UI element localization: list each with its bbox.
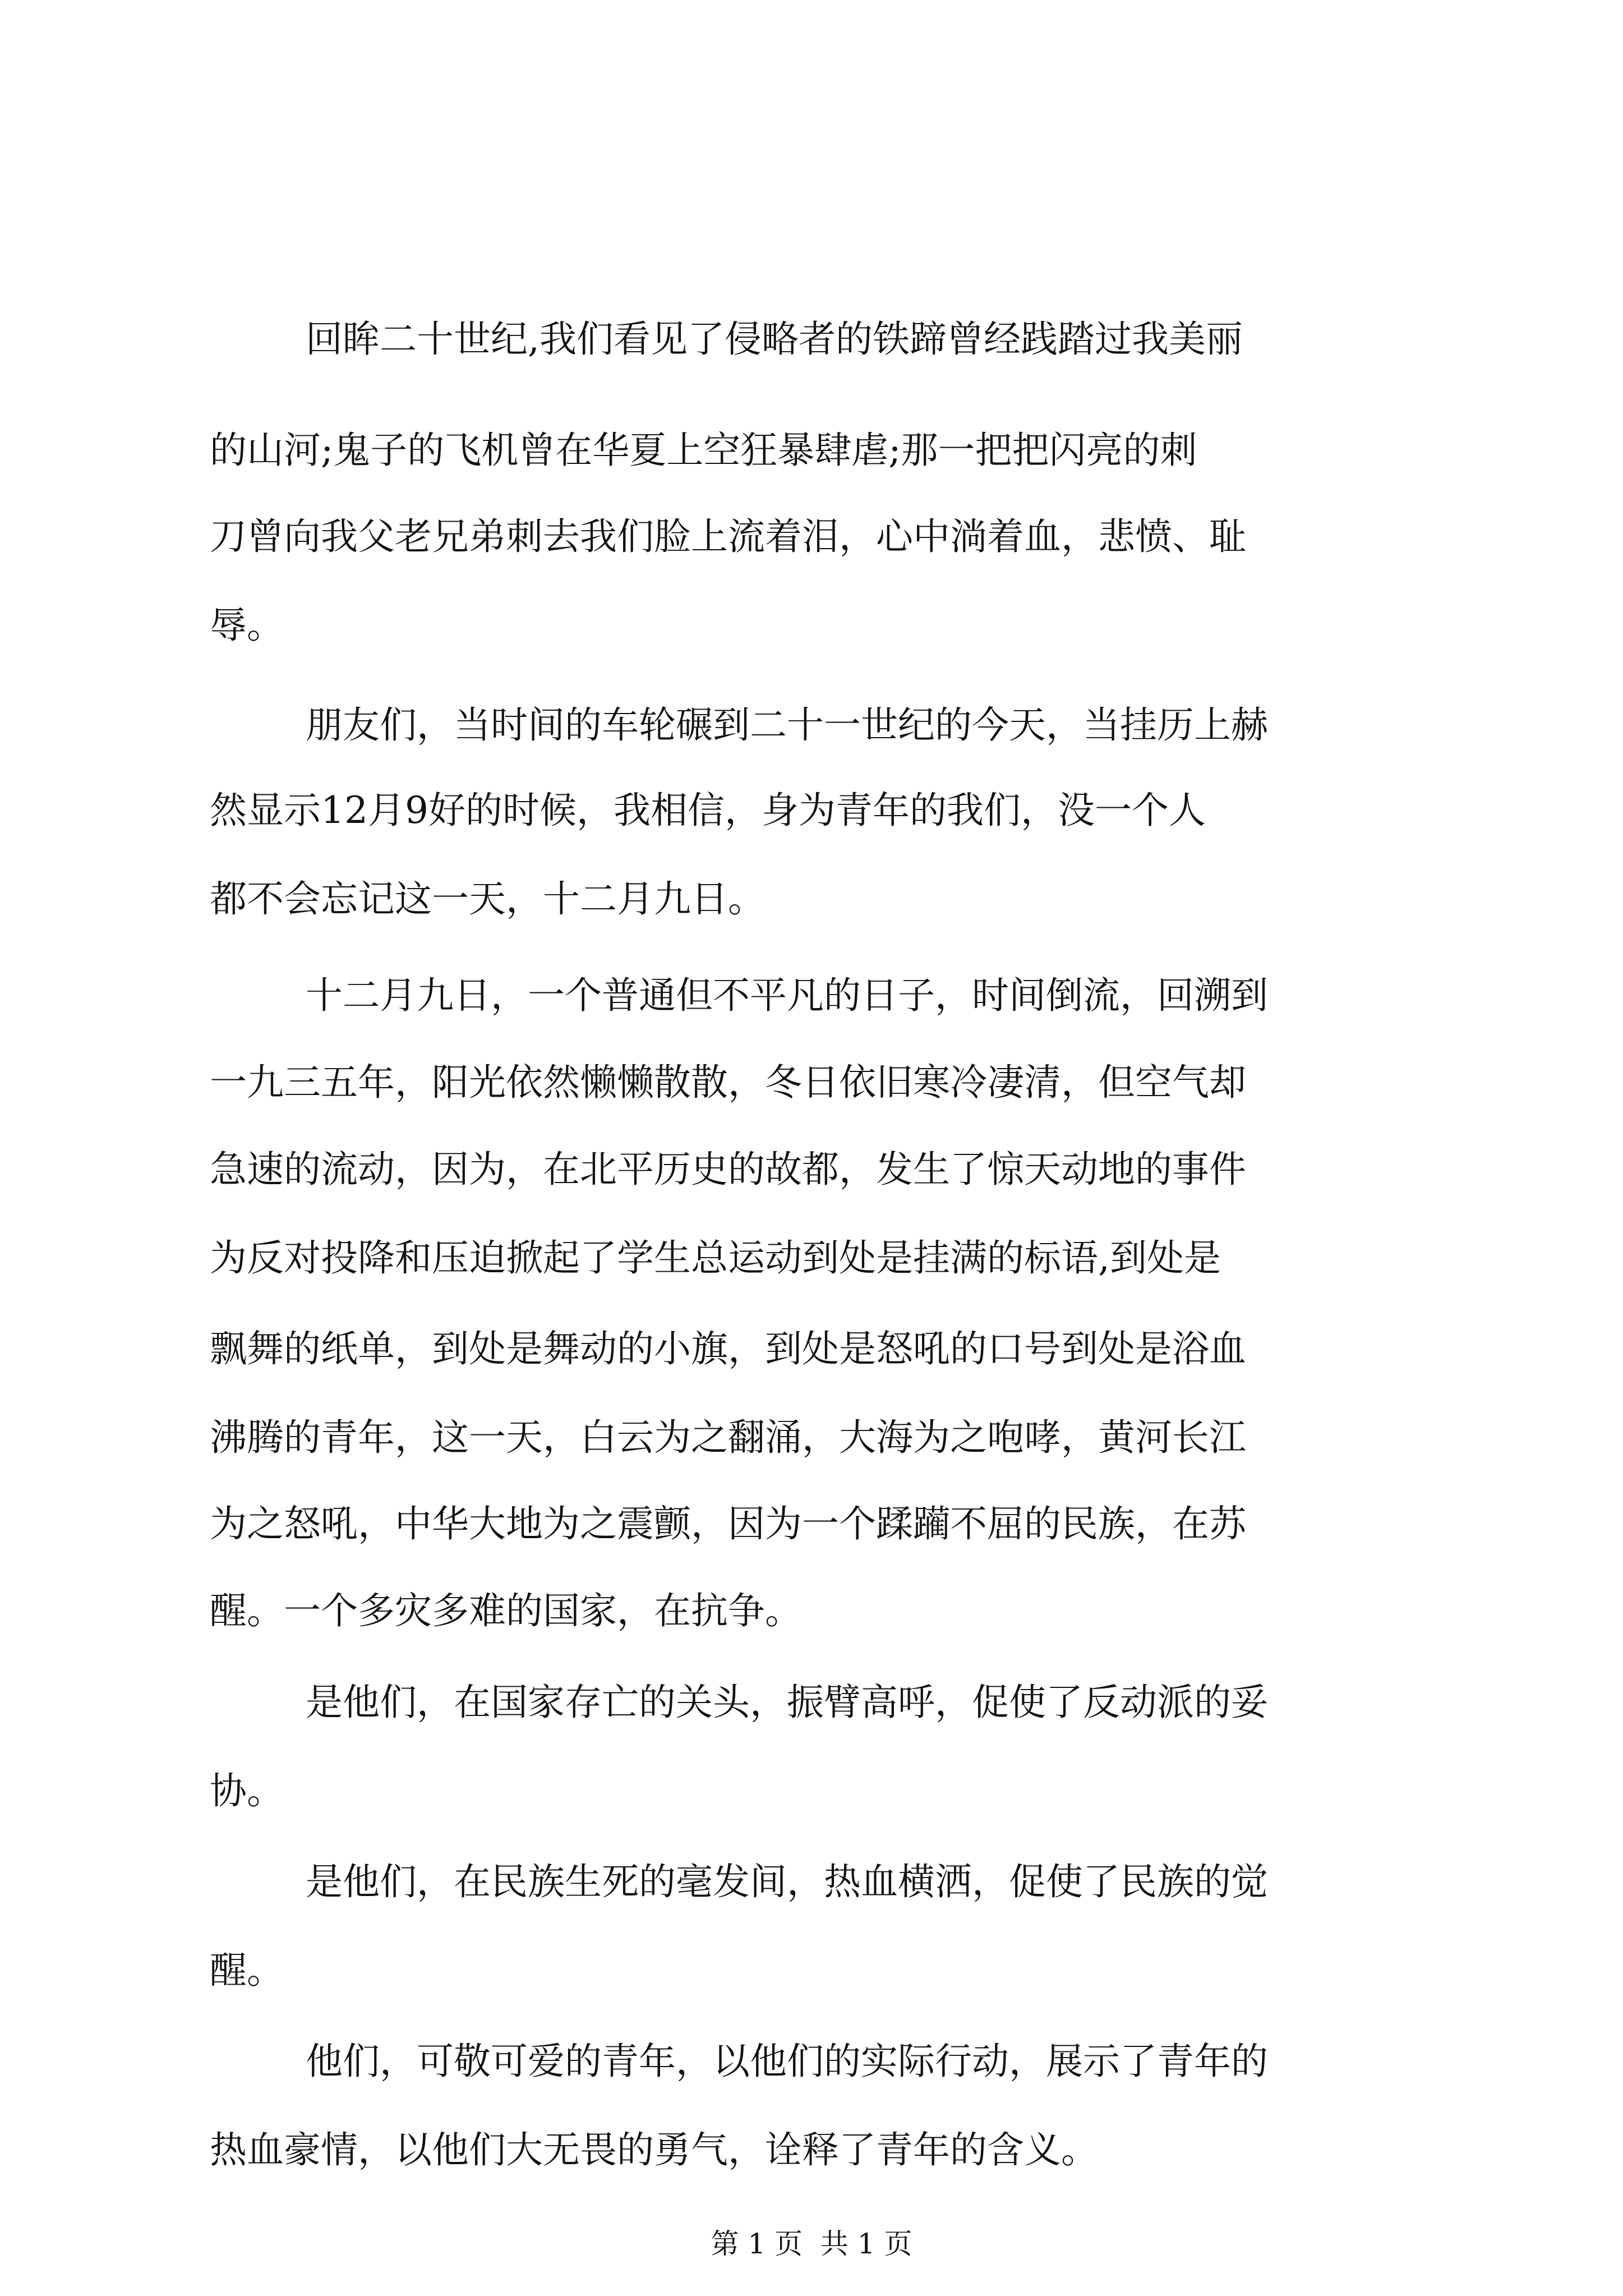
text-line: 然显示12月9好的时候，我相信，身为青年的我们，没一个人 [210,789,1206,832]
text-line: 朋友们，当时间的车轮碾到二十一世纪的今天，当挂历上赫 [306,703,1268,747]
text-line: 协。 [210,1769,284,1812]
page-footer: 第 1 页 共 1 页 [711,2228,912,2260]
text-line: 沸腾的青年，这一天，白云为之翻涌，大海为之咆哮，黄河长江 [210,1416,1246,1459]
text-line: 飘舞的纸单，到处是舞动的小旗，到处是怒吼的口号到处是浴血 [210,1327,1246,1370]
text-line: 热血豪情，以他们大无畏的勇气，诠释了青年的含义。 [210,2128,1098,2171]
text-line: 辱。 [210,604,284,647]
text-line: 醒。一个多灾多难的国家，在抗争。 [210,1589,802,1632]
text-line: 是他们，在国家存亡的关头，振臂高呼，促使了反动派的妥 [306,1681,1268,1724]
text-line: 醒。 [210,1949,284,1992]
text-line: 一九三五年，阳光依然懒懒散散，冬日依旧寒冷凄清，但空气却 [210,1061,1246,1104]
text-line: 回眸二十世纪,我们看见了侵略者的铁蹄曾经践踏过我美丽 [306,318,1243,361]
text-line: 为之怒吼，中华大地为之震颤，因为一个蹂躏不屈的民族，在苏 [210,1502,1246,1545]
text-line: 刀曾向我父老兄弟刺去我们脸上流着泪，心中淌着血，悲愤、耻 [210,515,1246,558]
text-line: 他们，可敬可爱的青年，以他们的实际行动，展示了青年的 [306,2040,1268,2083]
text-line: 十二月九日，一个普通但不平凡的日子，时间倒流，回溯到 [306,974,1268,1017]
text-line: 的山河;鬼子的飞机曾在华夏上空狂暴肆虐;那一把把闪亮的刺 [210,429,1197,472]
text-line: 都不会忘记这一天，十二月九日。 [210,877,765,921]
text-line: 是他们，在民族生死的毫发间，热血横洒，促使了民族的觉 [306,1860,1268,1903]
text-line: 为反对投降和压迫掀起了学生总运动到处是挂满的标语,到处是 [210,1236,1221,1280]
text-line: 急速的流动，因为，在北平历史的故都，发生了惊天动地的事件 [210,1148,1246,1191]
